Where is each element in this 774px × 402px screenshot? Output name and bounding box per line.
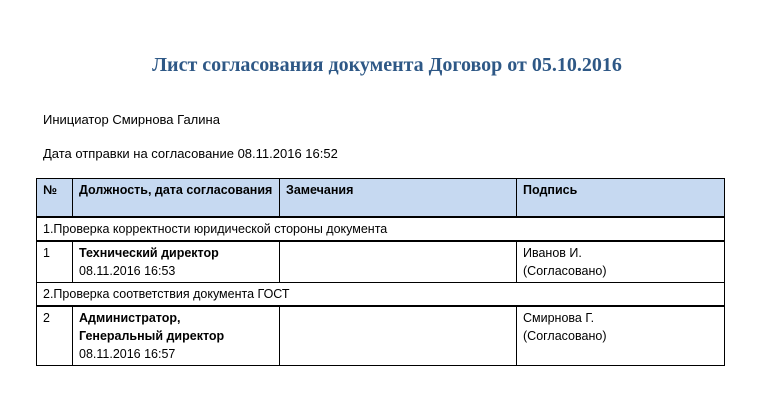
remarks-cell	[280, 306, 517, 366]
table-row	[37, 306, 725, 366]
sent-date-line: Дата отправки на согласование 08.11.2016 16:52	[43, 146, 338, 161]
header-position-date: Должность, дата согласования	[73, 179, 280, 218]
header-remarks: Замечания	[280, 179, 517, 218]
row-number: 2	[37, 306, 73, 366]
position-cell	[73, 306, 280, 366]
signature-cell	[517, 306, 725, 366]
initiator-line: Инициатор Смирнова Галина	[43, 112, 220, 127]
position-cell	[73, 241, 280, 283]
section-row-2	[37, 283, 725, 307]
position-title: Администратор,	[79, 311, 181, 325]
signer-name: Иванов И.	[523, 246, 582, 260]
approval-status: (Согласовано)	[523, 329, 607, 343]
approval-status: (Согласовано)	[523, 264, 607, 278]
table-row	[37, 241, 725, 283]
section-title: 2.Проверка соответствия документа ГОСТ	[37, 283, 725, 307]
row-number: 1	[37, 241, 73, 283]
header-signature: Подпись	[517, 179, 725, 218]
position-title: Генеральный директор	[79, 329, 225, 343]
position-title: Технический директор	[79, 246, 219, 260]
document-title: Лист согласования документа Договор от 05.10.2016	[152, 54, 622, 76]
section-title: 1.Проверка корректности юридической стороны документа	[37, 217, 725, 241]
approval-table	[36, 178, 725, 366]
approval-date: 08.11.2016 16:57	[79, 347, 176, 361]
signer-name: Смирнова Г.	[523, 311, 595, 325]
header-number: №	[37, 179, 73, 218]
section-row-1	[37, 217, 725, 241]
approval-date: 08.11.2016 16:53	[79, 264, 176, 278]
remarks-cell	[280, 241, 517, 283]
table-header-row	[37, 179, 725, 218]
signature-cell	[517, 241, 725, 283]
